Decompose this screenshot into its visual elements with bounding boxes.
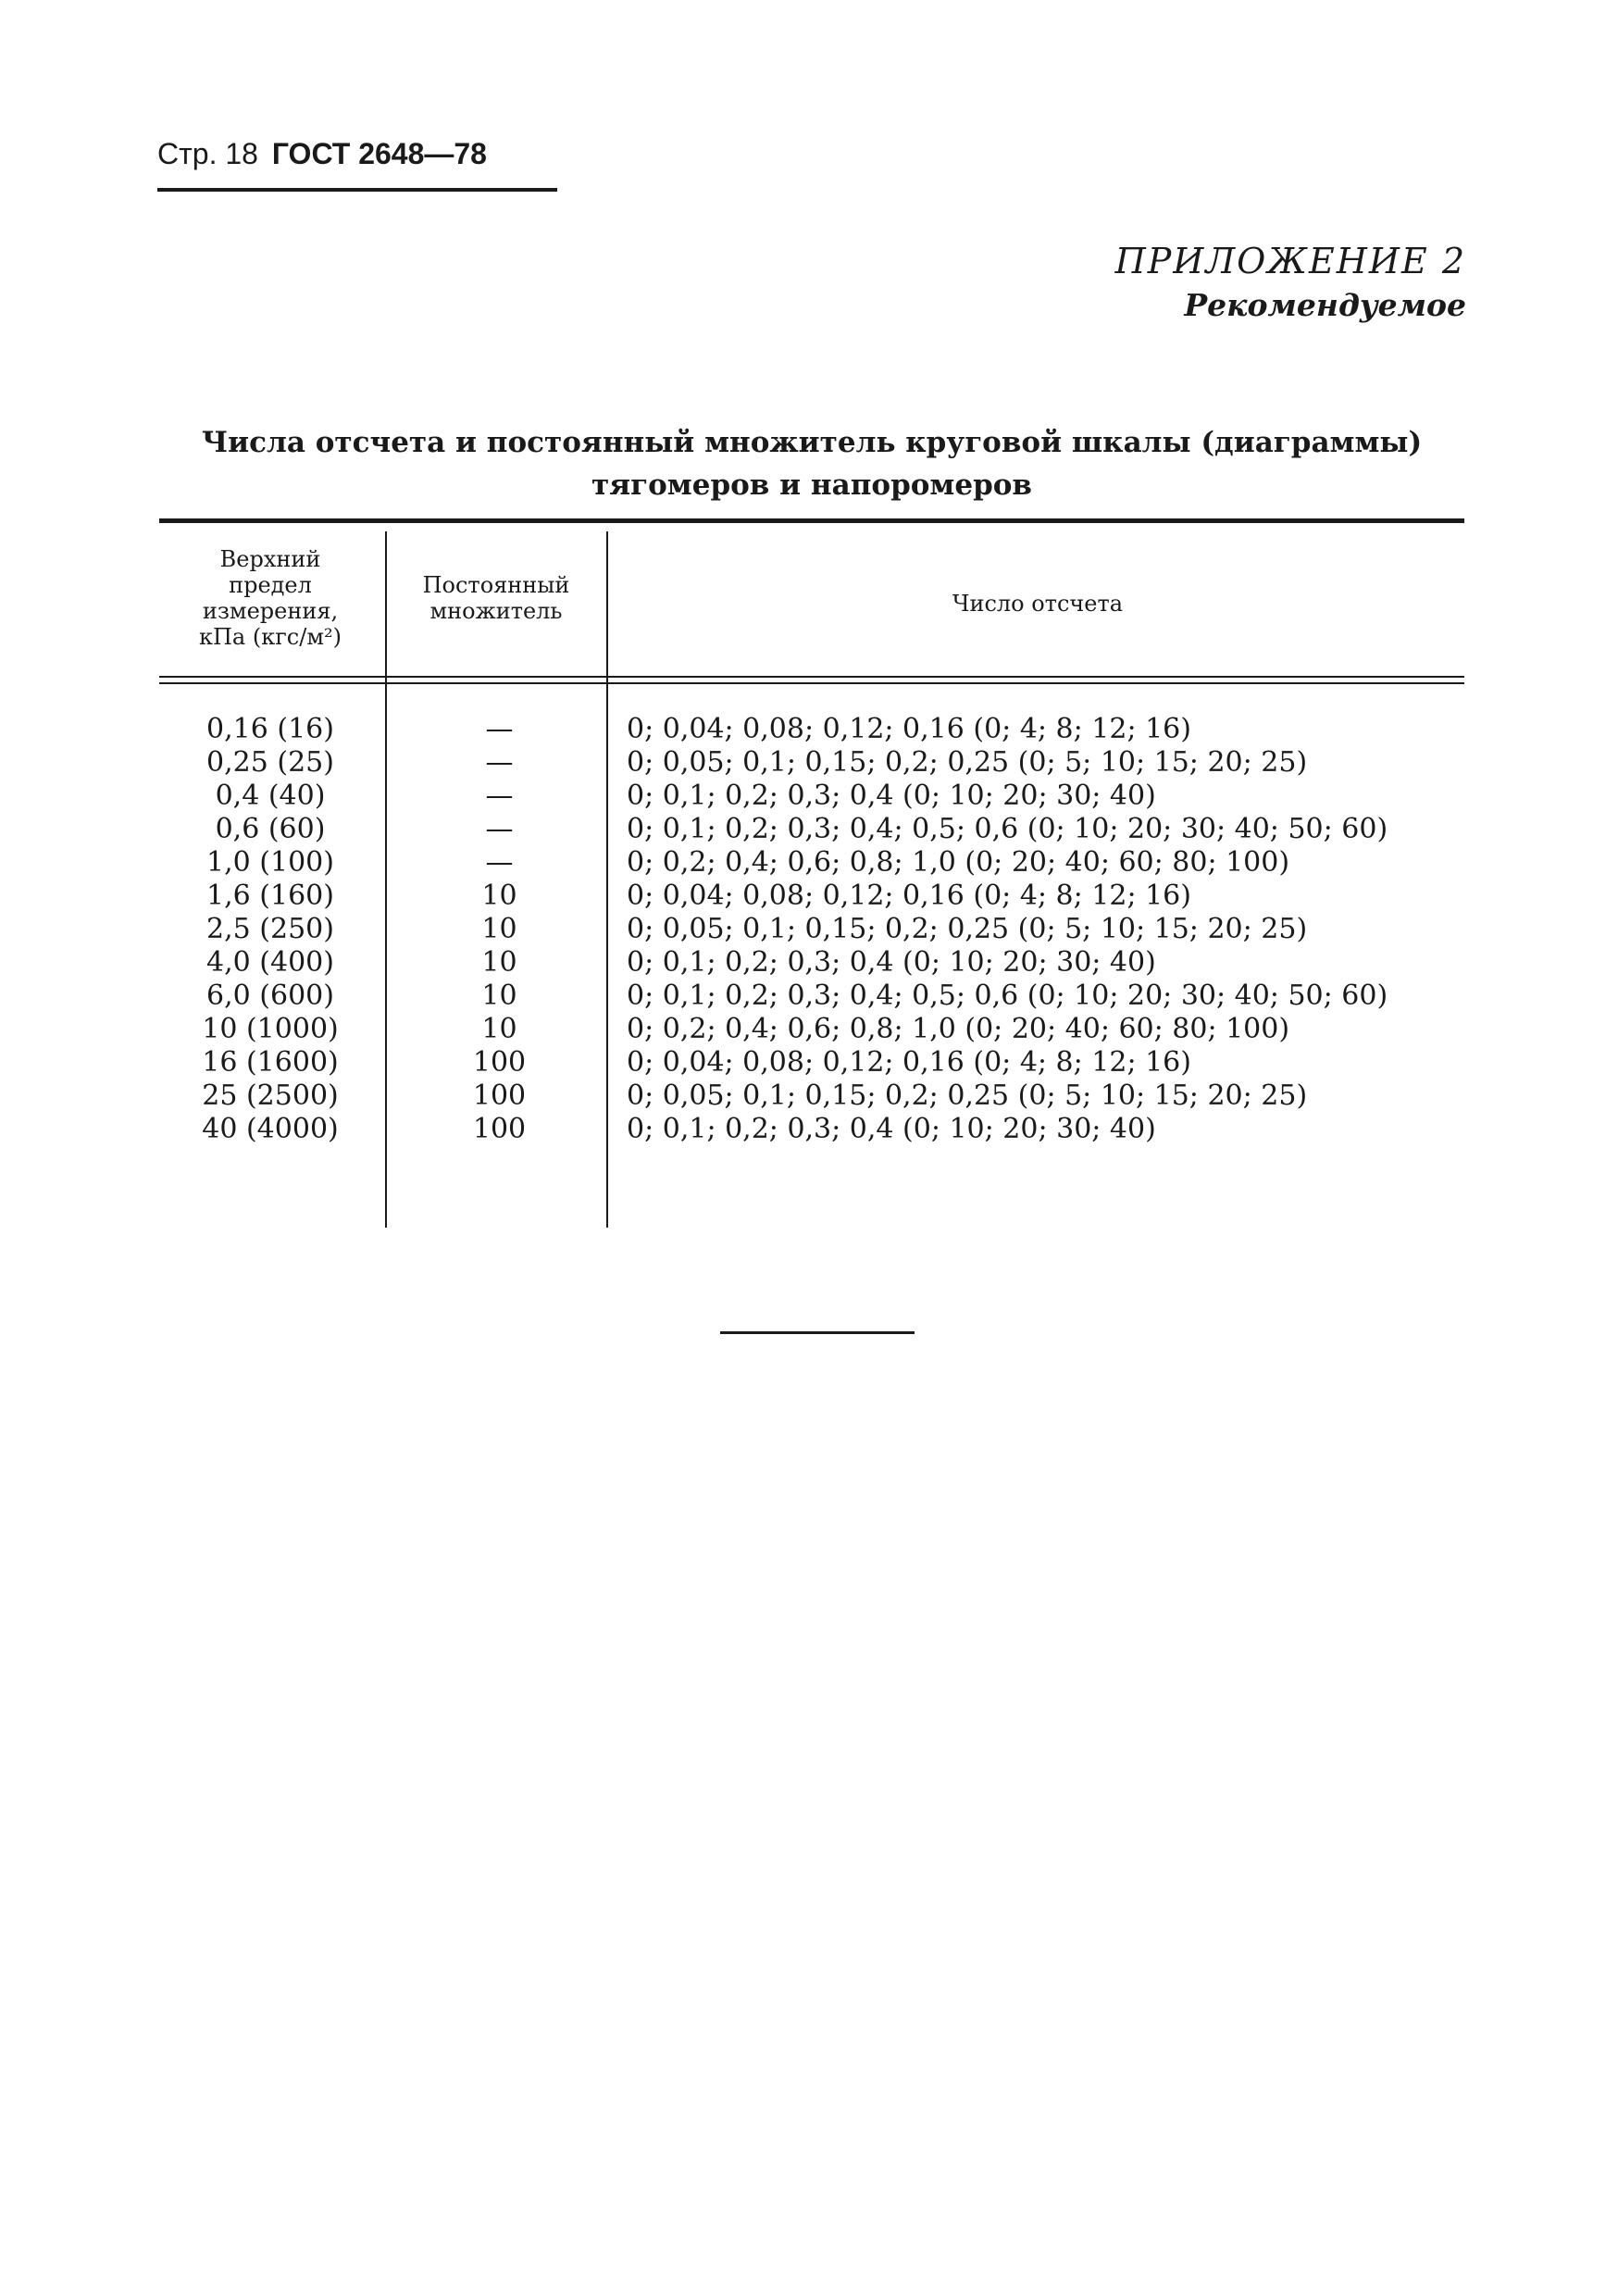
cell-readings: 0; 0,1; 0,2; 0,3; 0,4; 0,5; 0,6 (0; 10; 20; 30; 40; 50; 60) [627,813,1388,845]
header-multiplier [393,572,599,624]
cell-upper-limit: 6,0 (600) [206,980,334,1012]
header-upper-limit-line-4: кПа (кгс/м²) [199,624,342,650]
cell-multiplier: 100 [472,1113,527,1145]
cell-upper-limit: 0,4 (40) [215,780,326,812]
cell-readings: 0; 0,1; 0,2; 0,3; 0,4 (0; 10; 20; 30; 40) [627,946,1156,979]
table-row [159,880,1464,913]
cell-readings: 0; 0,1; 0,2; 0,3; 0,4 (0; 10; 20; 30; 40) [627,1113,1156,1145]
cell-readings: 0; 0,04; 0,08; 0,12; 0,16 (0; 4; 8; 12; 16) [627,880,1191,912]
cell-readings: 0; 0,2; 0,4; 0,6; 0,8; 1,0 (0; 20; 40; 60; 80; 100) [627,1013,1290,1045]
table-row [159,980,1464,1013]
cell-readings: 0; 0,04; 0,08; 0,12; 0,16 (0; 4; 8; 12; 16) [627,713,1191,745]
cell-upper-limit: 0,6 (60) [215,813,326,845]
table-row [159,746,1464,780]
table-body [159,713,1464,1146]
cell-readings: 0; 0,04; 0,08; 0,12; 0,16 (0; 4; 8; 12; 16) [627,1046,1191,1079]
table-top-rule [159,518,1464,523]
cell-readings: 0; 0,05; 0,1; 0,15; 0,2; 0,25 (0; 5; 10; 15; 20; 25) [627,1079,1308,1112]
header-upper-limit [159,546,381,650]
cell-multiplier: 10 [481,913,517,945]
cell-upper-limit: 25 (2500) [202,1079,339,1112]
cell-upper-limit: 1,6 (160) [206,880,334,912]
appendix-title: ПРИЛОЖЕНИЕ 2 [1114,241,1466,281]
cell-upper-limit: 4,0 (400) [206,946,334,979]
cell-upper-limit: 40 (4000) [202,1113,339,1145]
table-row [159,1046,1464,1079]
header-upper-limit-line-1: Верхний [219,546,321,572]
header-readings: Число отсчета [952,591,1124,617]
appendix-label [1115,239,1466,328]
table-row [159,946,1464,980]
table-title [157,421,1466,506]
cell-multiplier: — [485,713,514,745]
table-title-line-2: тягомеров и напоромеров [591,468,1032,502]
table-row [159,913,1464,946]
header-divider [157,188,557,192]
cell-upper-limit: 16 (1600) [202,1046,339,1079]
cell-readings: 0; 0,2; 0,4; 0,6; 0,8; 1,0 (0; 20; 40; 60; 80; 100) [627,846,1290,879]
header-multiplier-line-2: множитель [429,598,563,624]
cell-multiplier: 10 [481,980,517,1012]
header-upper-limit-line-3: измерения, [202,598,339,624]
cell-upper-limit: 0,16 (16) [206,713,334,745]
cell-upper-limit: 10 (1000) [202,1013,339,1045]
cell-multiplier: 10 [481,946,517,979]
header-double-rule-bottom [159,682,1464,684]
cell-readings: 0; 0,1; 0,2; 0,3; 0,4 (0; 10; 20; 30; 40) [627,780,1156,812]
cell-readings: 0; 0,1; 0,2; 0,3; 0,4; 0,5; 0,6 (0; 10; 20; 30; 40; 50; 60) [627,980,1388,1012]
header-double-rule-top [159,676,1464,678]
cell-upper-limit: 1,0 (100) [206,846,334,879]
table-row [159,713,1464,746]
cell-multiplier: 100 [472,1079,527,1112]
table-row [159,813,1464,846]
table-row [159,1113,1464,1146]
cell-multiplier: 10 [481,880,517,912]
header-multiplier-line-1: Постоянный [422,572,570,598]
cell-multiplier: 100 [472,1046,527,1079]
cell-multiplier: — [485,746,514,779]
appendix-subtitle: Рекомендуемое [1184,287,1466,323]
page-header [157,137,487,171]
cell-multiplier: 10 [481,1013,517,1045]
cell-readings: 0; 0,05; 0,1; 0,15; 0,2; 0,25 (0; 5; 10; 15; 20; 25) [627,913,1308,945]
cell-upper-limit: 0,25 (25) [206,746,334,779]
table-title-line-1: Числа отсчета и постоянный множитель круговой шкалы (диаграммы) [201,426,1423,459]
standard-number: ГОСТ 2648—78 [271,137,487,170]
cell-multiplier: — [485,813,514,845]
page-number: Стр. 18 [157,137,258,170]
cell-readings: 0; 0,05; 0,1; 0,15; 0,2; 0,25 (0; 5; 10; 15; 20; 25) [627,746,1308,779]
table-row [159,1013,1464,1046]
table-row [159,1079,1464,1113]
table-row [159,780,1464,813]
table-row [159,846,1464,880]
header-upper-limit-line-2: предел [229,572,312,598]
cell-multiplier: — [485,846,514,879]
end-divider [720,1331,915,1334]
cell-upper-limit: 2,5 (250) [206,913,334,945]
cell-multiplier: — [485,780,514,812]
